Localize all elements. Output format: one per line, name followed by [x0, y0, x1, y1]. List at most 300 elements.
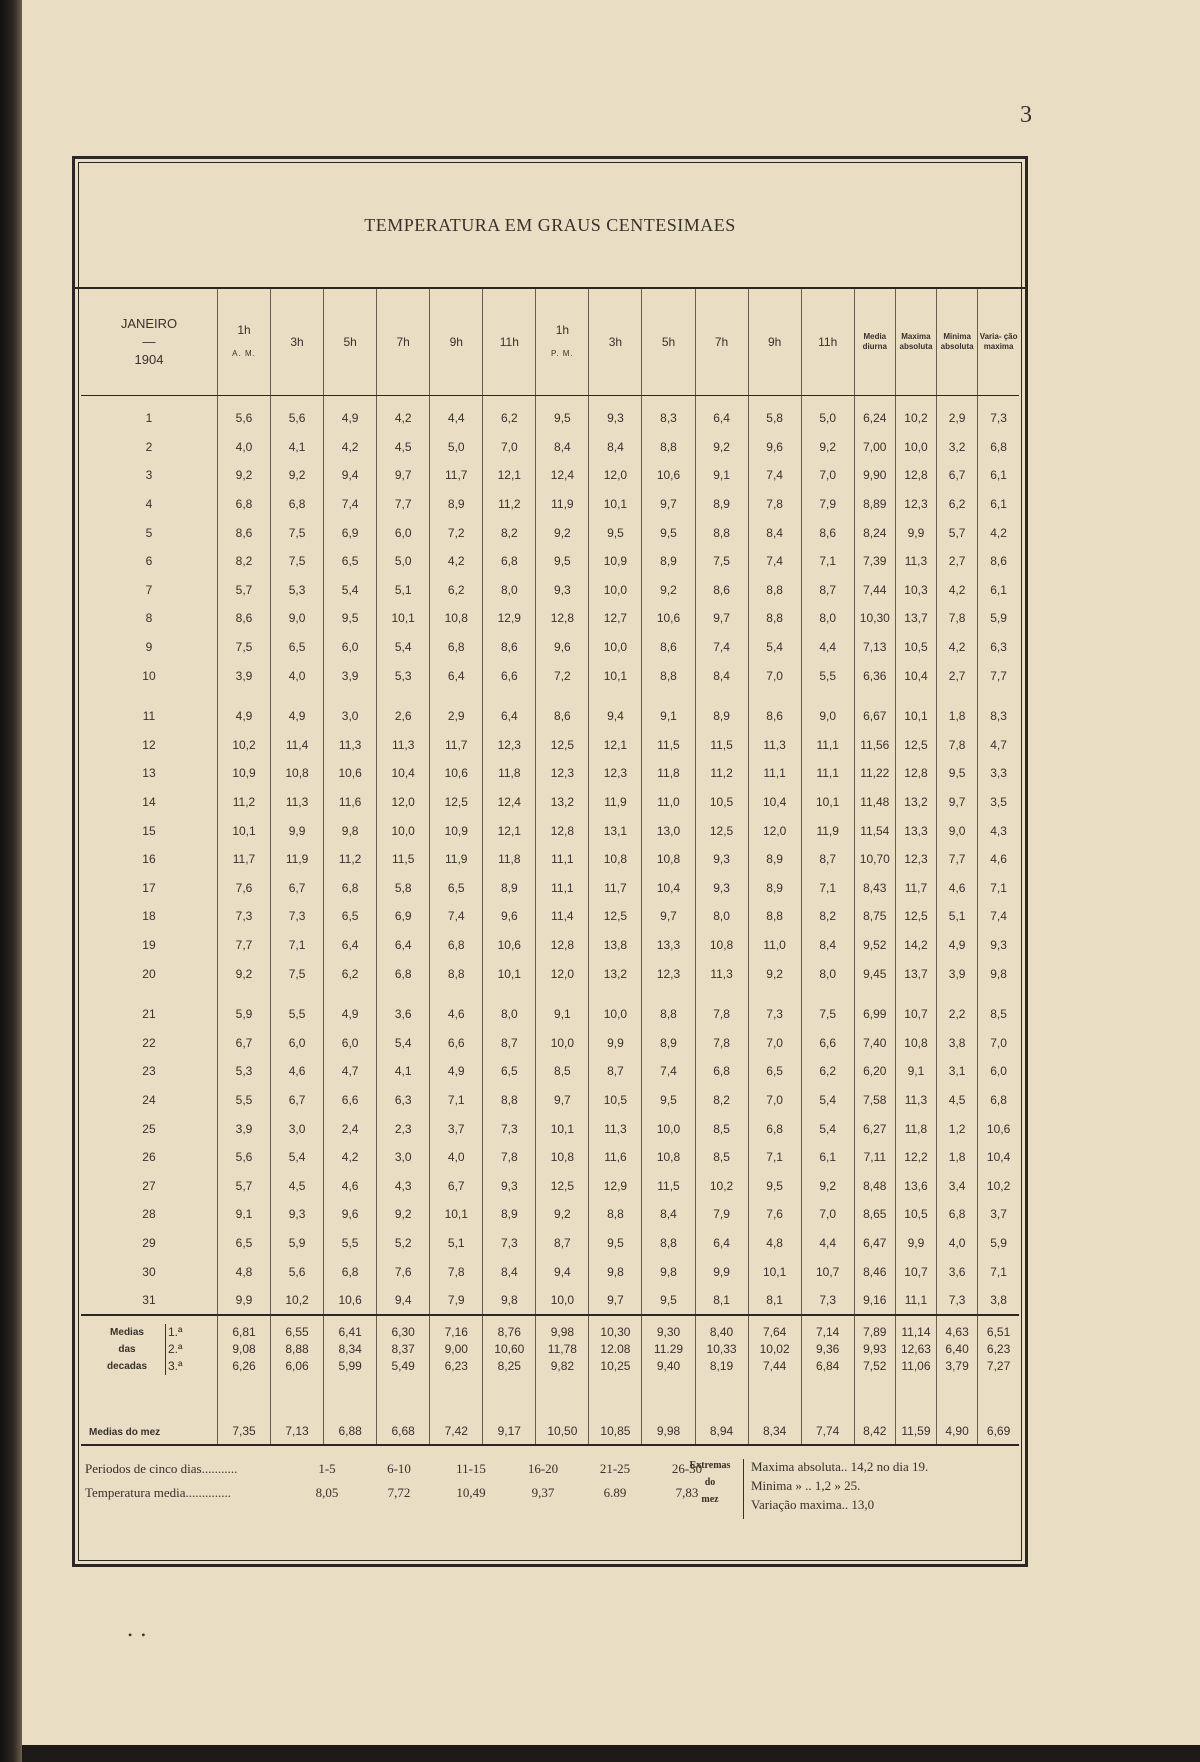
decade-mean-cell — [377, 1315, 430, 1380]
temp-cell: 6,6 — [483, 661, 536, 690]
decade-label-line: Medias — [110, 1327, 144, 1339]
monthly-mean-cell: 8,34 — [748, 1380, 801, 1445]
temp-cell: 7,4 — [642, 1057, 695, 1086]
day-row — [81, 547, 1019, 576]
temp-cell: 8,6 — [748, 690, 801, 731]
temp-cell: 6,4 — [483, 690, 536, 731]
temp-cell: 12,3 — [483, 731, 536, 760]
temp-cell: 5,7 — [217, 1171, 270, 1200]
extrema-title-line: mez — [701, 1494, 719, 1505]
temp-cell: 6,4 — [695, 1229, 748, 1258]
temp-cell: 6,2 — [430, 576, 483, 605]
temp-cell: 11,7 — [430, 461, 483, 490]
hour-label: 1h — [237, 323, 251, 337]
decade-mean-value: 8,19 — [709, 1359, 734, 1374]
temp-cell: 7,3 — [483, 1114, 536, 1143]
temp-cell: 8,8 — [642, 661, 695, 690]
temp-cell: 8,0 — [695, 902, 748, 931]
day-row — [81, 1257, 1019, 1286]
media-diurna-header: Media diurna — [854, 289, 895, 396]
temp-cell: 7,7 — [377, 490, 430, 519]
temp-cell: 12,1 — [483, 816, 536, 845]
temp-cell: 8,8 — [430, 959, 483, 988]
ink-smear: • • — [128, 1628, 149, 1642]
day-number: 15 — [142, 823, 156, 838]
temp-cell: 9,8 — [589, 1257, 642, 1286]
temp-cell: 8,6 — [978, 547, 1019, 576]
temp-cell: 7,4 — [978, 902, 1019, 931]
hour-label: 9h — [767, 335, 782, 349]
temp-cell: 10,6 — [430, 759, 483, 788]
temp-cell: 9,5 — [589, 518, 642, 547]
temp-cell: 4,6 — [937, 874, 978, 903]
temp-cell: 5,9 — [978, 604, 1019, 633]
temp-cell: 6,5 — [483, 1057, 536, 1086]
temp-cell: 10,8 — [895, 1028, 936, 1057]
temp-cell: 8,8 — [642, 433, 695, 462]
month-name: JANEIRO — [120, 316, 178, 331]
monthly-mean-cell: 8,94 — [695, 1380, 748, 1445]
page-title: TEMPERATURA EM GRAUS CENTESIMAES — [364, 215, 736, 235]
temp-cell: 7,2 — [536, 661, 589, 690]
temp-cell: 8,8 — [748, 902, 801, 931]
decade-mean-value: 6,06 — [285, 1359, 309, 1374]
hour-header — [695, 289, 748, 396]
temp-cell: 9,7 — [536, 1086, 589, 1115]
extrema-min-line: Minima » .. 1,2 » 25. — [751, 1478, 861, 1493]
temp-cell: 11,3 — [324, 731, 377, 760]
day-number: 23 — [142, 1064, 156, 1079]
temp-cell: 5,2 — [377, 1229, 430, 1258]
temp-cell: 11,2 — [217, 788, 270, 817]
temp-cell: 9,3 — [695, 845, 748, 874]
temp-cell: 10,5 — [895, 1200, 936, 1229]
temp-cell: 8,3 — [978, 690, 1019, 731]
monthly-mean-cell: 7,13 — [271, 1380, 324, 1445]
day-row — [81, 1114, 1019, 1143]
temp-cell: 6,20 — [854, 1057, 895, 1086]
temp-cell: 11,1 — [801, 731, 854, 760]
decade-mean-value: 9,30 — [656, 1325, 681, 1340]
temp-cell: 9,1 — [642, 690, 695, 731]
temp-cell: 12,1 — [589, 731, 642, 760]
temp-cell: 5,6 — [271, 1257, 324, 1286]
temp-cell: 12,8 — [536, 604, 589, 633]
header-row — [81, 289, 1019, 396]
temp-cell: 7,8 — [937, 731, 978, 760]
temp-cell: 3,9 — [217, 1114, 270, 1143]
hour-header — [377, 289, 430, 396]
temp-cell: 5,4 — [801, 1114, 854, 1143]
temp-cell: 8,5 — [978, 988, 1019, 1029]
temp-cell: 3,6 — [377, 988, 430, 1029]
day-number: 20 — [142, 966, 156, 981]
temp-cell: 5,1 — [377, 576, 430, 605]
period-mean-temp: 7,83 — [675, 1485, 699, 1500]
temp-cell: 11,4 — [536, 902, 589, 931]
temp-cell: 2,4 — [324, 1114, 377, 1143]
day-row — [81, 1086, 1019, 1115]
temp-cell: 8,8 — [748, 576, 801, 605]
monthly-mean-cell: 10,50 — [536, 1380, 589, 1445]
temp-cell: 11,0 — [748, 931, 801, 960]
temp-cell: 7,0 — [748, 1086, 801, 1115]
temp-cell: 8,24 — [854, 518, 895, 547]
hour-header — [642, 289, 695, 396]
temp-cell: 7,7 — [978, 661, 1019, 690]
temp-cell: 7,6 — [217, 874, 270, 903]
temp-cell: 9,1 — [217, 1200, 270, 1229]
period-range: 26-30 — [671, 1461, 703, 1476]
temp-cell: 7,0 — [748, 1028, 801, 1057]
temp-cell: 12,5 — [536, 731, 589, 760]
temp-cell: 4,5 — [937, 1086, 978, 1115]
extrema-variation-line: Variação maxima.. 13,0 — [751, 1497, 875, 1512]
temp-cell: 9,5 — [748, 1171, 801, 1200]
temp-cell: 12,3 — [589, 759, 642, 788]
temp-cell: 10,1 — [377, 604, 430, 633]
temp-cell: 12,8 — [895, 759, 936, 788]
temp-cell: 6,8 — [271, 490, 324, 519]
book-spine — [0, 0, 22, 1762]
temp-cell: 8,6 — [483, 633, 536, 662]
hour-header — [589, 289, 642, 396]
temp-cell: 5,6 — [271, 396, 324, 433]
temp-cell: 3,3 — [978, 759, 1019, 788]
temp-cell: 3,5 — [978, 788, 1019, 817]
decade-mean-value: 7,52 — [863, 1359, 887, 1374]
temp-cell: 7,0 — [483, 433, 536, 462]
temp-cell: 6,6 — [324, 1086, 377, 1115]
decade-mean-value: 7,89 — [863, 1325, 887, 1340]
temp-cell: 13,7 — [895, 959, 936, 988]
day-row — [81, 1200, 1019, 1229]
day-number: 29 — [142, 1235, 156, 1250]
temp-cell: 8,9 — [483, 1200, 536, 1229]
temp-cell: 2,9 — [430, 690, 483, 731]
decade-means — [81, 1315, 1019, 1380]
temp-cell: 4,6 — [430, 988, 483, 1029]
temp-cell: 10,4 — [748, 788, 801, 817]
temp-cell: 9,9 — [217, 1286, 270, 1316]
monthly-mean-cell: 10,85 — [589, 1380, 642, 1445]
temp-cell: 7,4 — [748, 461, 801, 490]
temp-cell: 9,2 — [377, 1200, 430, 1229]
temp-cell: 10,0 — [536, 1028, 589, 1057]
temp-cell: 4,6 — [271, 1057, 324, 1086]
decade-mean-value: 10,25 — [600, 1359, 631, 1374]
temp-cell: 1,8 — [937, 1143, 978, 1172]
temp-cell: 10,0 — [589, 633, 642, 662]
temp-cell: 7,9 — [801, 490, 854, 519]
temp-cell: 4,9 — [324, 396, 377, 433]
temp-cell: 8,8 — [695, 518, 748, 547]
temp-cell: 8,5 — [695, 1143, 748, 1172]
temp-cell: 4,5 — [271, 1171, 324, 1200]
minima-absoluta-header: Minima absoluta — [937, 289, 978, 396]
temp-cell: 7,3 — [937, 1286, 978, 1316]
decade-mean-value: 11,14 — [901, 1325, 931, 1340]
temp-cell: 8,8 — [642, 988, 695, 1029]
temp-cell: 10,1 — [589, 490, 642, 519]
month-header — [81, 289, 217, 396]
temp-cell: 10,7 — [895, 1257, 936, 1286]
temp-cell: 10,6 — [642, 461, 695, 490]
temp-cell: 4,2 — [430, 547, 483, 576]
temp-cell: 5,3 — [377, 661, 430, 690]
temp-cell: 8,9 — [483, 874, 536, 903]
temp-cell: 8,2 — [695, 1086, 748, 1115]
temp-cell: 9,9 — [589, 1028, 642, 1057]
period-mean-temp: 6.89 — [603, 1485, 627, 1500]
temp-cell: 11,7 — [589, 874, 642, 903]
day-row — [81, 433, 1019, 462]
day-row — [81, 1057, 1019, 1086]
temp-cell: 7,5 — [271, 959, 324, 988]
temp-cell: 10,5 — [895, 633, 936, 662]
temp-cell: 3,9 — [324, 661, 377, 690]
temp-cell: 11,1 — [801, 759, 854, 788]
decade-mean-value: 6,40 — [945, 1342, 969, 1357]
day-row — [81, 396, 1019, 433]
temp-cell: 10,2 — [695, 1171, 748, 1200]
temp-cell: 7,7 — [217, 931, 270, 960]
temp-cell: 12,3 — [895, 845, 936, 874]
day-number: 8 — [145, 611, 153, 626]
temp-cell: 9,9 — [895, 518, 936, 547]
temp-cell: 6,1 — [801, 1143, 854, 1172]
temp-cell: 4,9 — [217, 690, 270, 731]
day-number: 24 — [142, 1092, 156, 1107]
temp-cell: 13,2 — [895, 788, 936, 817]
extrema-brace — [743, 1459, 750, 1519]
temp-cell: 11,7 — [430, 731, 483, 760]
temp-cell: 11,2 — [695, 759, 748, 788]
day-row — [81, 988, 1019, 1029]
day-number: 3 — [145, 468, 153, 483]
temp-cell: 11,7 — [217, 845, 270, 874]
temp-cell: 6,36 — [854, 661, 895, 690]
decade-mean-value: 8,34 — [338, 1342, 362, 1357]
extrema-lines — [751, 1457, 928, 1514]
temp-cell: 11,5 — [377, 845, 430, 874]
decade-mean-value: 6,51 — [986, 1325, 1011, 1340]
temp-cell: 9,3 — [536, 576, 589, 605]
footer — [85, 1461, 1015, 1551]
decade-mean-value: 12,63 — [900, 1342, 931, 1357]
decade-mean-value: 7,64 — [762, 1325, 787, 1340]
temp-cell: 9,5 — [589, 1229, 642, 1258]
temp-cell: 6,4 — [695, 396, 748, 433]
temp-cell: 6,7 — [937, 461, 978, 490]
temp-cell: 11,9 — [536, 490, 589, 519]
temp-cell: 9,4 — [536, 1257, 589, 1286]
day-number: 27 — [142, 1178, 156, 1193]
decade-mean-cell — [854, 1315, 895, 1380]
temp-cell: 9,2 — [642, 576, 695, 605]
temp-cell: 6,8 — [748, 1114, 801, 1143]
temp-cell: 5,1 — [430, 1229, 483, 1258]
temp-cell: 7,8 — [483, 1143, 536, 1172]
temp-cell: 8,5 — [695, 1114, 748, 1143]
temp-cell: 1,2 — [937, 1114, 978, 1143]
extrema-title-line: do — [704, 1477, 716, 1488]
temp-cell: 10,9 — [430, 816, 483, 845]
temp-cell: 4,1 — [377, 1057, 430, 1086]
monthly-mean-cell: 8,42 — [854, 1380, 895, 1445]
decade-mean-cell — [536, 1315, 589, 1380]
temp-cell: 6,5 — [324, 547, 377, 576]
day-row — [81, 845, 1019, 874]
temp-cell: 7,0 — [801, 1200, 854, 1229]
temp-cell: 10,5 — [589, 1086, 642, 1115]
period-mean-temp: 7,72 — [387, 1485, 411, 1500]
temp-cell: 9,3 — [589, 396, 642, 433]
variacao-maxima-header: Varia- ção maxima — [978, 289, 1019, 396]
temp-cell: 12,9 — [483, 604, 536, 633]
temp-cell: 3,6 — [937, 1257, 978, 1286]
temp-cell: 10,1 — [430, 1200, 483, 1229]
temp-cell: 9,9 — [271, 816, 324, 845]
temp-cell: 6,0 — [324, 1028, 377, 1057]
temp-cell: 6,99 — [854, 988, 895, 1029]
temp-cell: 11,1 — [536, 874, 589, 903]
temp-cell: 13,2 — [536, 788, 589, 817]
temp-cell: 5,0 — [430, 433, 483, 462]
temp-cell: 11,8 — [483, 845, 536, 874]
temp-cell: 6,0 — [324, 633, 377, 662]
temp-cell: 11,2 — [324, 845, 377, 874]
decade-marker: 2.ª — [168, 1342, 183, 1357]
temp-cell: 6,8 — [324, 874, 377, 903]
temp-cell: 9,6 — [748, 433, 801, 462]
temp-cell: 9,7 — [589, 1286, 642, 1316]
temp-cell: 12,7 — [589, 604, 642, 633]
decade-mean-value: 10,02 — [759, 1342, 790, 1357]
month-dash: — — [142, 334, 156, 349]
temp-cell: 5,6 — [217, 1143, 270, 1172]
hour-header — [536, 289, 589, 396]
temp-cell: 8,4 — [801, 931, 854, 960]
temp-cell: 4,2 — [377, 396, 430, 433]
temp-cell: 8,2 — [483, 518, 536, 547]
temp-cell: 7,7 — [937, 845, 978, 874]
maxima-absoluta-header: Maxima absoluta — [895, 289, 936, 396]
decade-label — [89, 1324, 165, 1375]
temp-cell: 8,9 — [748, 845, 801, 874]
temp-cell: 9,2 — [801, 1171, 854, 1200]
temp-cell: 9,3 — [271, 1200, 324, 1229]
temp-cell: 12,0 — [377, 788, 430, 817]
temp-cell: 10,0 — [536, 1286, 589, 1316]
temp-cell: 10,30 — [854, 604, 895, 633]
temp-cell: 9,8 — [324, 816, 377, 845]
temp-cell: 8,75 — [854, 902, 895, 931]
temp-cell: 9,3 — [695, 874, 748, 903]
temp-cell: 8,0 — [483, 576, 536, 605]
temp-cell: 11,7 — [895, 874, 936, 903]
temp-cell: 11,3 — [895, 1086, 936, 1115]
temp-cell: 6,4 — [377, 931, 430, 960]
temp-cell: 9,8 — [642, 1257, 695, 1286]
temp-cell: 8,43 — [854, 874, 895, 903]
temp-cell: 10,2 — [895, 396, 936, 433]
temp-cell: 14,2 — [895, 931, 936, 960]
decade-mean-value: 9,93 — [863, 1342, 887, 1357]
hour-label: 7h — [396, 335, 410, 349]
decade-mean-value: 8,40 — [709, 1325, 734, 1340]
temp-cell: 8,3 — [642, 396, 695, 433]
temp-cell: 10,7 — [801, 1257, 854, 1286]
day-number: 28 — [142, 1207, 156, 1222]
temp-cell: 8,2 — [801, 902, 854, 931]
temp-cell: 7,4 — [324, 490, 377, 519]
decade-mean-value: 6,41 — [338, 1325, 362, 1340]
day-number: 7 — [145, 582, 153, 597]
temp-cell: 11,3 — [377, 731, 430, 760]
decade-mean-cell — [271, 1315, 324, 1380]
temp-cell: 8,7 — [536, 1229, 589, 1258]
day-number: 31 — [142, 1293, 156, 1308]
temp-cell: 11,1 — [748, 759, 801, 788]
temp-cell: 6,0 — [978, 1057, 1019, 1086]
temp-cell: 6,2 — [483, 396, 536, 433]
temp-cell: 8,7 — [483, 1028, 536, 1057]
temp-cell: 7,5 — [271, 547, 324, 576]
temp-cell: 7,0 — [801, 461, 854, 490]
day-row — [81, 690, 1019, 731]
temp-cell: 6,47 — [854, 1229, 895, 1258]
temp-cell: 10,8 — [642, 1143, 695, 1172]
daily-rows — [81, 396, 1019, 1316]
temp-cell: 5,1 — [937, 902, 978, 931]
temp-cell: 6,27 — [854, 1114, 895, 1143]
decade-mean-value: 7,44 — [762, 1359, 787, 1374]
temp-cell: 7,4 — [430, 902, 483, 931]
temp-cell: 12,0 — [748, 816, 801, 845]
temp-cell: 6,5 — [748, 1057, 801, 1086]
hour-header — [271, 289, 324, 396]
temp-cell: 8,4 — [536, 433, 589, 462]
temp-cell: 4,6 — [324, 1171, 377, 1200]
temp-cell: 3,8 — [978, 1286, 1019, 1316]
temp-cell: 4,9 — [937, 931, 978, 960]
temp-cell: 9,2 — [536, 518, 589, 547]
temp-cell: 9,2 — [217, 959, 270, 988]
temp-cell: 8,46 — [854, 1257, 895, 1286]
temp-cell: 7,3 — [271, 902, 324, 931]
temp-cell: 8,6 — [695, 576, 748, 605]
temp-cell: 10,4 — [895, 661, 936, 690]
temp-cell: 10,6 — [978, 1114, 1019, 1143]
decade-label-line: decadas — [106, 1361, 148, 1373]
temp-cell: 8,4 — [748, 518, 801, 547]
temp-cell: 6,9 — [324, 518, 377, 547]
temp-cell: 6,8 — [978, 1086, 1019, 1115]
temp-cell: 7,39 — [854, 547, 895, 576]
temp-cell: 4,0 — [217, 433, 270, 462]
temp-cell: 5,5 — [801, 661, 854, 690]
day-number: 21 — [142, 1007, 156, 1022]
temp-cell: 10,6 — [483, 931, 536, 960]
temp-cell: 6,7 — [271, 874, 324, 903]
decade-mean-value: 6,84 — [816, 1359, 840, 1374]
temp-cell: 8,89 — [854, 490, 895, 519]
temp-cell: 5,7 — [217, 576, 270, 605]
temp-cell: 10,8 — [589, 845, 642, 874]
decade-mean-value: 3,79 — [945, 1359, 969, 1374]
temp-cell: 7,0 — [748, 661, 801, 690]
